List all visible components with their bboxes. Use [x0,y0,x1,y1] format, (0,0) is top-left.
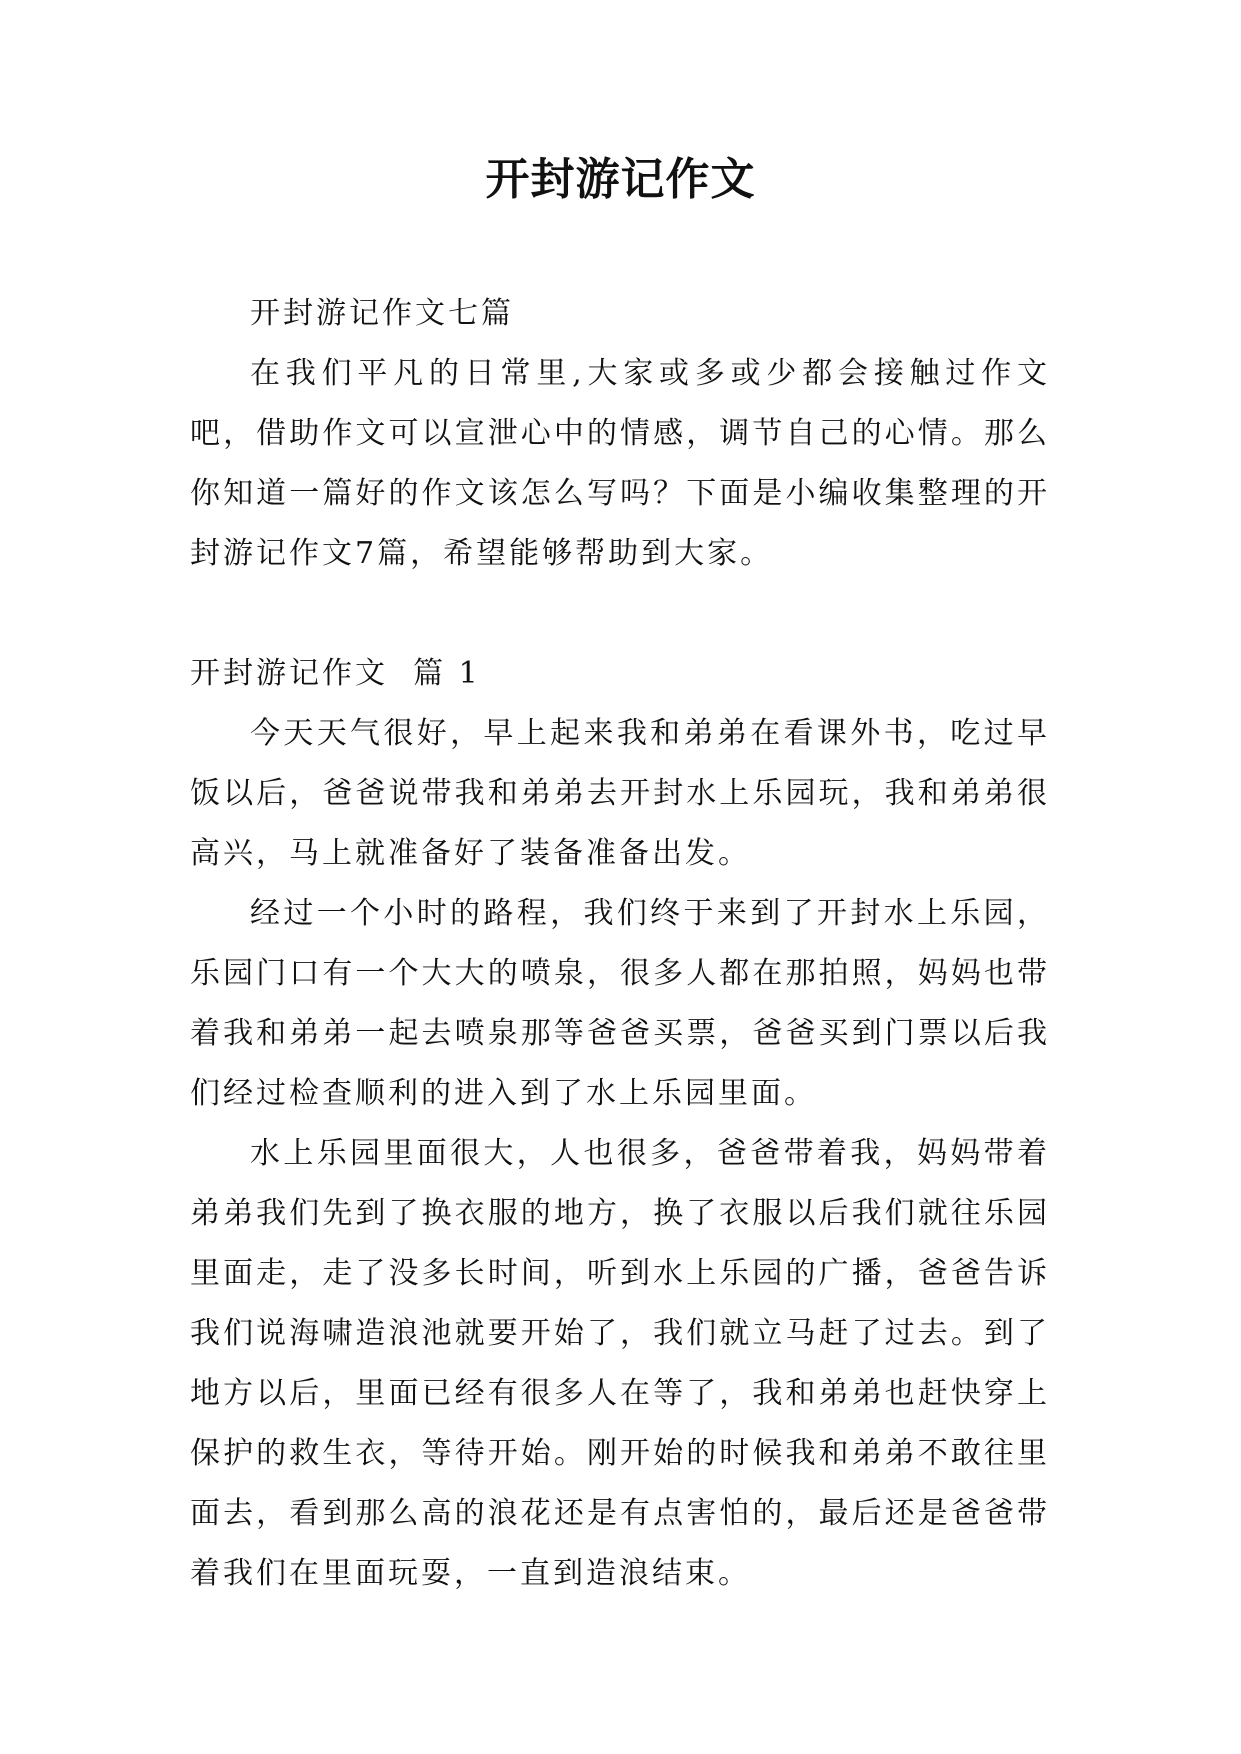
body-paragraph: 今天天气很好，早上起来我和弟弟在看课外书，吃过早饭以后，爸爸说带我和弟弟去开封水上乐园玩，我和弟弟很高兴，马上就准备好了装备准备出发。 [190,716,1050,871]
section-heading: 开封游记作文 篇 1 [190,656,481,691]
body-paragraph: 经过一个小时的路程，我们终于来到了开封水上乐园，乐园门口有一个大大的喷泉，很多人都在那拍照，妈妈也带着我和弟弟一起去喷泉那等爸爸买票，爸爸买到门票以后我们经过检查顺利的进入到了水上乐园里面。 [190,896,1050,1111]
body-paragraph: 水上乐园里面很大，人也很多，爸爸带着我，妈妈带着弟弟我们先到了换衣服的地方，换了衣服以后我们就往乐园里面走，走了没多长时间，听到水上乐园的广播，爸爸告诉我们说海啸造浪池就要开始了，我们就立马赶了过去。到了地方以后，里面已经有很多人在等了，我和弟弟也赶快穿上保护的救生衣，等待开始。刚开始的时候我和弟弟不敢往里面去，看到那么高的浪花还是有点害怕的，最后还是爸爸带着我们在里面玩耍，一直到造浪结束。 [190,1136,1050,1591]
intro-paragraph: 在我们平凡的日常里,大家或多或少都会接触过作文吧，借助作文可以宣泄心中的情感，调节自己的心情。那么你知道一篇好的作文该怎么写吗？下面是小编收集整理的开封游记作文7篇，希望能够帮助到大家。 [190,356,1050,571]
document-body [190,284,1050,1604]
document-title: 开封游记作文 [485,154,756,205]
document-subtitle: 开封游记作文七篇 [250,296,514,331]
